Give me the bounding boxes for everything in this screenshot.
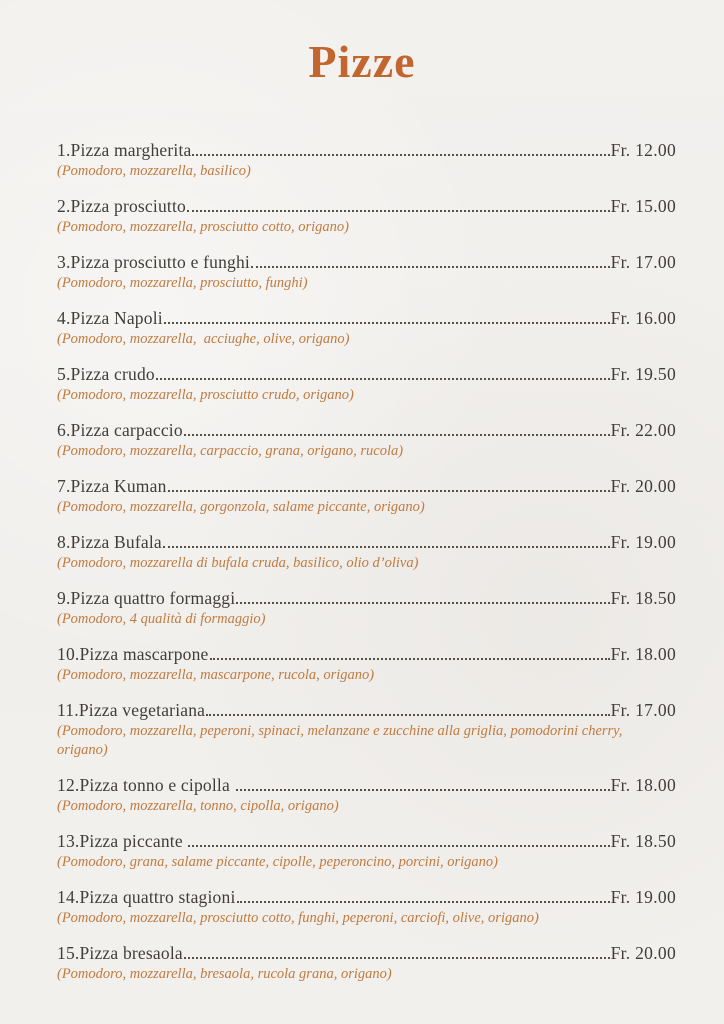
menu-item <box>57 531 676 573</box>
menu-item-price: Fr. 17.00 <box>610 700 676 721</box>
menu-item-ingredients: (Pomodoro, mozzarella, prosciutto cotto, funghi, peperoni, carciofi, olive, origano) <box>57 910 539 927</box>
menu-item <box>57 475 676 517</box>
dot-leader <box>236 789 610 791</box>
menu-item-ingredients: (Pomodoro, mozzarella, basilico) <box>57 163 251 180</box>
dot-leader <box>184 434 610 436</box>
menu-item <box>57 774 676 816</box>
menu-item-name: 15.Pizza bresaola <box>57 943 183 964</box>
menu-item <box>57 419 676 461</box>
menu-item-name: 9.Pizza quattro formaggi <box>57 588 236 609</box>
menu-item-ingredients: (Pomodoro, mozzarella, gorgonzola, salame piccante, origano) <box>57 499 425 516</box>
menu-item-price: Fr. 17.00 <box>610 252 676 273</box>
menu-item <box>57 699 676 760</box>
dot-leader <box>164 322 610 324</box>
dot-leader <box>163 546 610 548</box>
dot-leader <box>237 901 610 903</box>
menu-item <box>57 643 676 685</box>
menu-item-price: Fr. 19.50 <box>610 364 676 385</box>
dot-leader <box>192 154 609 156</box>
menu-item <box>57 886 676 928</box>
menu-item-price: Fr. 20.00 <box>610 943 676 964</box>
menu-item <box>57 251 676 293</box>
menu-item-row <box>57 830 676 852</box>
menu-item-price: Fr. 19.00 <box>610 532 676 553</box>
dot-leader <box>206 714 609 716</box>
menu-item-row <box>57 886 676 908</box>
menu-item-price: Fr. 22.00 <box>610 420 676 441</box>
menu-item-price: Fr. 18.00 <box>610 775 676 796</box>
dot-leader <box>236 602 609 604</box>
page-title: Pizze <box>308 36 416 87</box>
menu-item <box>57 307 676 349</box>
menu-item-name: 6.Pizza carpaccio <box>57 420 183 441</box>
dot-leader <box>184 957 610 959</box>
menu-item-row <box>57 251 676 273</box>
menu-item-ingredients: (Pomodoro, mozzarella, prosciutto crudo, origano) <box>57 387 354 404</box>
dot-leader <box>251 266 610 268</box>
dot-leader <box>187 210 610 212</box>
menu-item-row <box>57 942 676 964</box>
menu-item-row <box>57 699 676 721</box>
dot-leader <box>188 845 609 847</box>
menu-item-row <box>57 774 676 796</box>
menu-item-ingredients: (Pomodoro, mozzarella, prosciutto cotto, origano) <box>57 219 350 236</box>
menu-item <box>57 139 676 181</box>
menu-item-ingredients: (Pomodoro, mozzarella, peperoni, spinaci, melanzane e zucchine alla griglia, pomodorini cherry, origano) <box>57 723 627 759</box>
menu-item-row <box>57 643 676 665</box>
menu-item-ingredients: (Pomodoro, mozzarella, bresaola, rucola grana, origano) <box>57 966 392 983</box>
menu-item-price: Fr. 15.00 <box>610 196 676 217</box>
menu-item-row <box>57 363 676 385</box>
dot-leader <box>156 378 610 380</box>
menu-item-ingredients: (Pomodoro, mozzarella di bufala cruda, basilico, olio d’oliva) <box>57 555 419 572</box>
menu-item-name: 8.Pizza Bufala <box>57 532 162 553</box>
menu-item-name: 3.Pizza prosciutto e funghi <box>57 252 250 273</box>
menu-item <box>57 830 676 872</box>
menu-item-price: Fr. 19.00 <box>610 887 676 908</box>
menu-item-ingredients: (Pomodoro, mozzarella, prosciutto, funghi) <box>57 275 308 292</box>
menu-item <box>57 942 676 984</box>
menu-item-row <box>57 475 676 497</box>
menu-item-name: 11.Pizza vegetariana <box>57 700 206 721</box>
menu-item-row <box>57 307 676 329</box>
dot-leader <box>168 490 610 492</box>
menu-item-ingredients: (Pomodoro, mozzarella, carpaccio, grana, origano, rucola) <box>57 443 404 460</box>
dot-leader <box>210 658 610 660</box>
menu-item-name: 12.Pizza tonno e cipolla <box>57 775 235 796</box>
menu-item-name: 7.Pizza Kuman <box>57 476 167 497</box>
menu-item <box>57 195 676 237</box>
menu-item-price: Fr. 20.00 <box>610 476 676 497</box>
menu-item-name: 4.Pizza Napoli <box>57 308 163 329</box>
menu-item-row <box>57 531 676 553</box>
menu-item-ingredients: (Pomodoro, mozzarella, tonno, cipolla, origano) <box>57 798 339 815</box>
menu-item-price: Fr. 18.50 <box>610 831 676 852</box>
menu-item-row <box>57 419 676 441</box>
menu-item-ingredients: (Pomodoro, grana, salame piccante, cipolle, peperoncino, porcini, origano) <box>57 854 498 871</box>
menu-item-price: Fr. 18.50 <box>610 588 676 609</box>
menu-item-row <box>57 139 676 161</box>
menu-item-name: 10.Pizza mascarpone <box>57 644 209 665</box>
menu-item-name: 2.Pizza prosciutto <box>57 196 186 217</box>
menu-item-ingredients: (Pomodoro, mozzarella, acciughe, olive, origano) <box>57 331 350 348</box>
menu-item-row <box>57 587 676 609</box>
menu-item <box>57 363 676 405</box>
menu-item-ingredients: (Pomodoro, 4 qualità di formaggio) <box>57 611 266 628</box>
menu-item-name: 5.Pizza crudo <box>57 364 155 385</box>
menu-item-name: 13.Pizza piccante <box>57 831 188 852</box>
menu-item-name: 14.Pizza quattro stagioni <box>57 887 236 908</box>
menu-item-price: Fr. 18.00 <box>610 644 676 665</box>
menu-item-ingredients: (Pomodoro, mozzarella, mascarpone, rucola, origano) <box>57 667 375 684</box>
menu-item <box>57 587 676 629</box>
menu-item-price: Fr. 12.00 <box>610 140 676 161</box>
menu-item-name: 1.Pizza margherita <box>57 140 192 161</box>
menu-item-price: Fr. 16.00 <box>610 308 676 329</box>
menu-list <box>57 139 676 984</box>
menu-item-row <box>57 195 676 217</box>
